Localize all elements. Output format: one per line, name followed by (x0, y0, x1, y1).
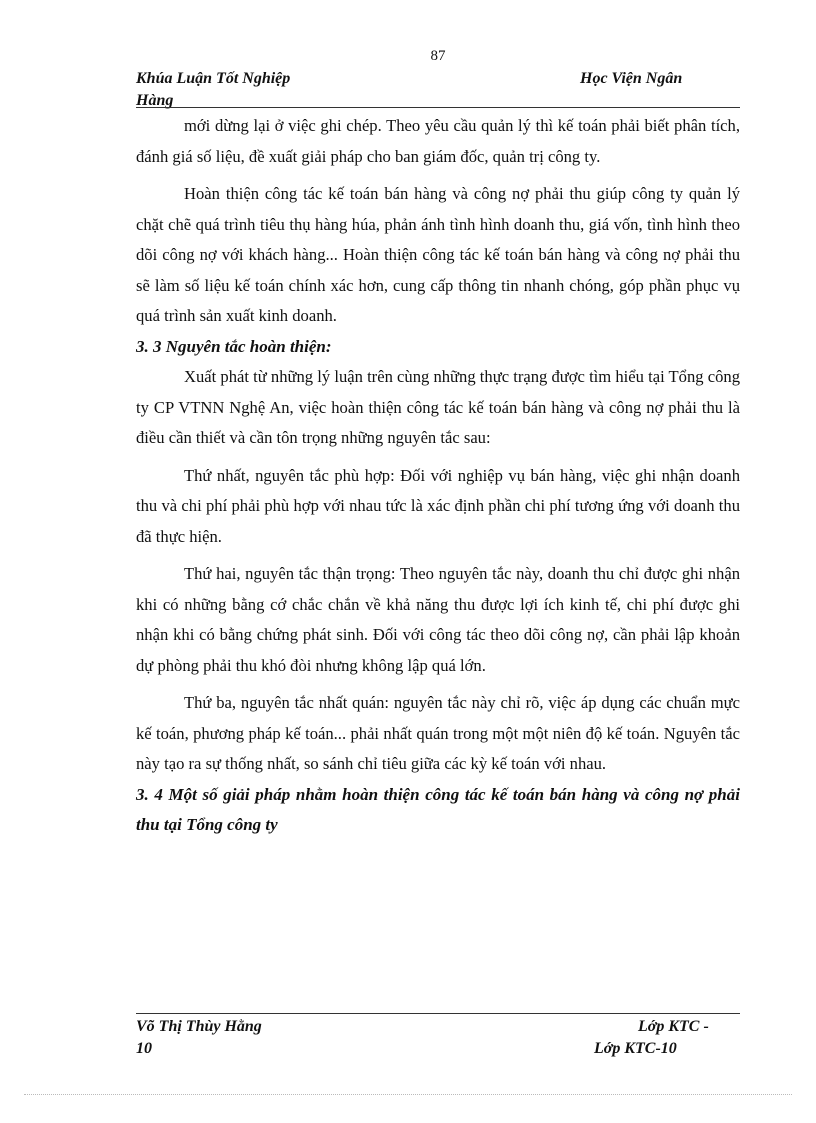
header-institution: Học Viện Ngân (580, 70, 683, 87)
footer-author: Võ Thị Thùy Hằng (136, 1018, 262, 1035)
footer-class-wrap: Lớp KTC-10 (594, 1040, 677, 1057)
footer-class: Lớp KTC - (638, 1018, 709, 1035)
paragraph: Xuất phát từ những lý luận trên cùng những thực trạng được tìm hiểu tại Tổng công ty CP VTNN Nghệ An, việc hoàn thiện công tác kế toán bán hàng và công nợ phải thu là điều cần thiết và cần tôn trọng những nguyên tắc sau: (136, 367, 740, 447)
paragraph: Thứ ba, nguyên tắc nhất quán: nguyên tắc này chỉ rõ, việc áp dụng các chuẩn mực kế toán, phương pháp kế toán... phải nhất quán trong một một niên độ kế toán. Nguyên tắc này tạo ra sự thống nhất, so sánh chỉ tiêu giữa các kỳ kế toán với nhau. (136, 693, 740, 773)
footer-rule (136, 1013, 740, 1014)
paragraph: mới dừng lại ở việc ghi chép. Theo yêu cầu quản lý thì kế toán phải biết phân tích, đánh giá số liệu, đề xuất giải pháp cho ban giám đốc, quản trị công ty. (136, 116, 740, 166)
page-number: 87 (430, 48, 446, 64)
paragraph: Thứ nhất, nguyên tắc phù hợp: Đối với nghiệp vụ bán hàng, việc ghi nhận doanh thu và chi phí phải phù hợp với nhau tức là xác định phần chi phí tương ứng với doanh thu đã thực hiện. (136, 465, 740, 546)
paragraph: Hoàn thiện công tác kế toán bán hàng và công nợ phải thu giúp công ty quản lý chặt chẽ quá trình tiêu thụ hàng húa, phản ánh tình hình doanh thu, giá vốn, tình hình theo dõi công nợ với khách hàng... Hoàn thiện công tác kế toán bán hàng và công nợ phải thu sẽ làm số liệu kế toán chính xác hơn, cung cấp thông tin nhanh chóng, góp phần phục vụ quá trình sản xuất kinh doanh. (136, 184, 740, 325)
document-body (136, 111, 740, 841)
header-thesis-title-wrap: Hàng (136, 92, 174, 109)
page-edge-divider (24, 1094, 792, 1095)
header-rule (136, 107, 740, 108)
header-thesis-title: Khúa Luận Tốt Nghiệp (136, 70, 291, 87)
section-heading: 3. 4 Một số giải pháp nhằm hoàn thiện công tác kế toán bán hàng và công nợ phải thu tại Tổng công ty (136, 784, 740, 834)
footer-author-wrap: 10 (136, 1040, 152, 1057)
section-heading: 3. 3 Nguyên tắc hoàn thiện: (136, 336, 332, 356)
paragraph: Thứ hai, nguyên tắc thận trọng: Theo nguyên tắc này, doanh thu chỉ được ghi nhận khi có những bằng cớ chắc chắn về khả năng thu được lợi ích kinh tế, chi phí được ghi nhận khi có bằng chứng phát sinh. Đối với công tác theo dõi công nợ, cần phải lập khoản dự phòng phải thu khó đòi nhưng không lập quá lớn. (136, 564, 740, 675)
